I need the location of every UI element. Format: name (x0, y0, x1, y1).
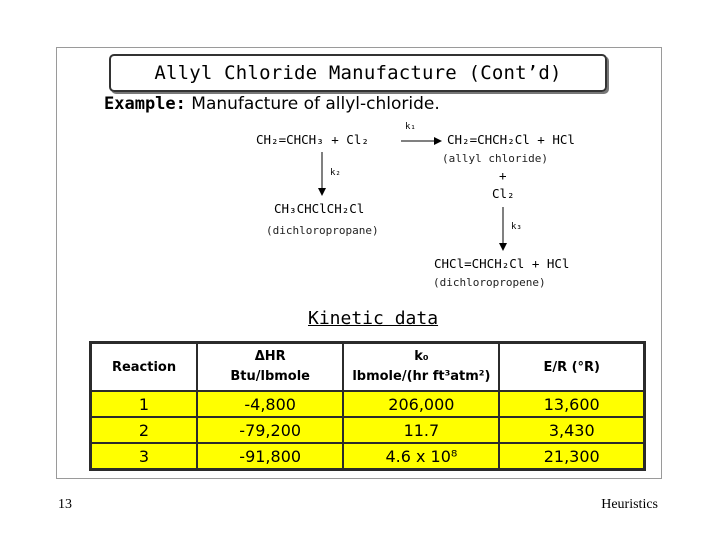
allyl-chloride-name: (allyl chloride) (442, 152, 548, 165)
cell-er: 21,300 (499, 443, 644, 470)
header-activation: E/R (°R) (499, 343, 644, 392)
cell-k0: 206,000 (343, 391, 499, 417)
kinetic-data-table (89, 341, 646, 471)
header-preexponential (343, 343, 499, 392)
example-line (104, 94, 440, 114)
cell-er: 13,600 (499, 391, 644, 417)
reactants: CH₂=CHCH₃ + Cl₂ (256, 132, 369, 147)
allyl-chloride-products: CH₂=CHCH₂Cl + HCl (447, 132, 575, 147)
example-label: Example: (104, 94, 186, 114)
table-header-row (91, 343, 645, 392)
table-row (91, 443, 645, 470)
dichloropropane-formula: CH₃CHClCH₂Cl (274, 201, 365, 216)
cell-dh: -79,200 (197, 417, 343, 443)
cell-reaction: 2 (91, 417, 198, 443)
header-k0-units: lbmole/(hr ft³atm²) (352, 369, 491, 384)
table-row (91, 417, 645, 443)
plus-sign: + (499, 168, 507, 183)
cell-k0: 4.6 x 10⁸ (343, 443, 499, 470)
dichloropropene-name: (dichloropropene) (433, 276, 546, 289)
cell-dh: -91,800 (197, 443, 343, 470)
page-number: 13 (58, 497, 72, 512)
example-text: Manufacture of allyl-chloride. (185, 94, 440, 114)
k3-label: k₃ (511, 222, 522, 232)
table-row (91, 391, 645, 417)
header-dh-units: Btu/lbmole (230, 369, 310, 384)
dichloropropene-formula: CHCl=CHCH₂Cl + HCl (434, 256, 570, 271)
cell-dh: -4,800 (197, 391, 343, 417)
cell-reaction: 3 (91, 443, 198, 470)
cell-k0: 11.7 (343, 417, 499, 443)
header-reaction: Reaction (91, 343, 198, 392)
k1-label: k₁ (405, 122, 416, 132)
dichloropropane-name: (dichloropropane) (266, 224, 379, 237)
header-k0-symbol: k₀ (414, 349, 429, 364)
slide-title: Allyl Chloride Manufacture (Cont’d) (154, 62, 562, 84)
chlorine: Cl₂ (492, 186, 515, 201)
cell-reaction: 1 (91, 391, 198, 417)
k2-label: k₂ (330, 168, 341, 178)
slide-title-box (109, 54, 607, 92)
cell-er: 3,430 (499, 417, 644, 443)
header-heat-of-reaction (197, 343, 343, 392)
footer-text: Heuristics (601, 497, 658, 512)
header-dh-symbol: ΔHR (254, 349, 286, 364)
kinetic-data-heading: Kinetic data (308, 308, 439, 329)
